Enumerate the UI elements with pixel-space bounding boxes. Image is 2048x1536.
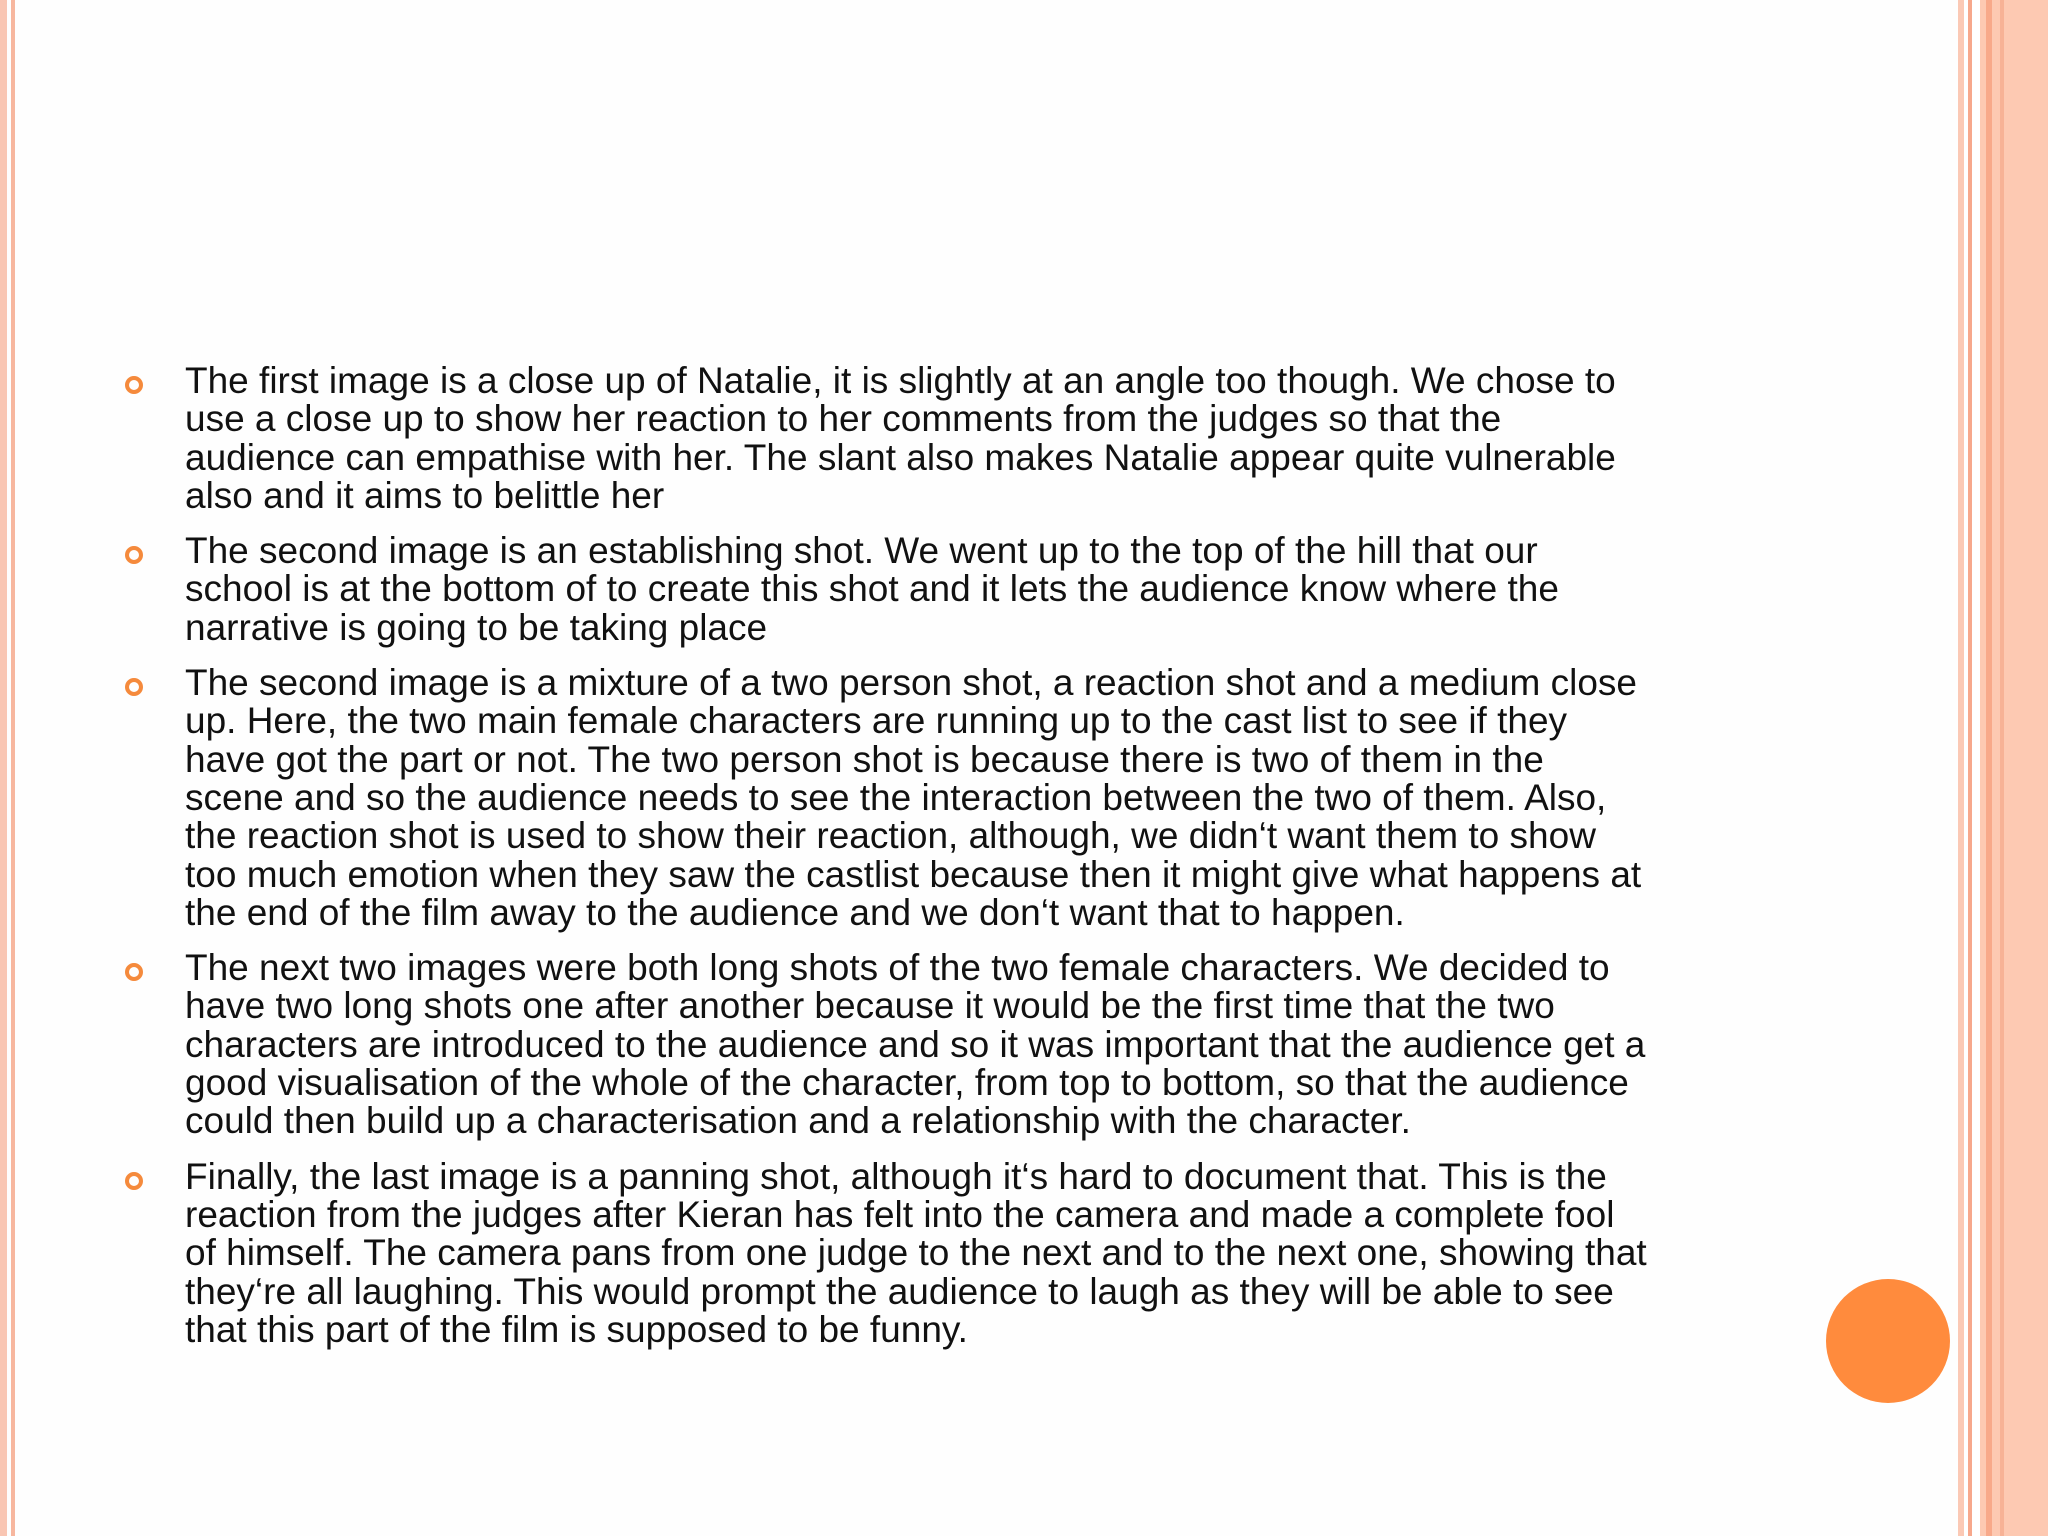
bullet-ring-icon [125, 546, 143, 564]
right-decorative-stripe-5 [2000, 0, 2004, 1536]
text-line: have got the part or not. The two person shot is because there is two of them in the [185, 738, 1544, 780]
right-decorative-stripe-2 [1968, 0, 1972, 1536]
text-line: up. Here, the two main female characters are running up to the cast list to see if they [185, 700, 1568, 742]
text-line: Finally, the last image is a panning shot, although it‘s hard to document that. This is the [185, 1155, 1607, 1197]
orange-circle-decoration [1826, 1279, 1950, 1403]
text-line: use a close up to show her reaction to her comments from the judges so that the [185, 398, 1502, 440]
bullet-text [185, 1155, 1760, 1350]
bullet-item [120, 532, 1760, 647]
text-line: The next two images were both long shots of the two female characters. We decided to [185, 947, 1610, 989]
text-line: the end of the film away to the audience and we don‘t want that to happen. [185, 891, 1405, 933]
text-line: scene and so the audience needs to see the interaction between the two of them. Also, [185, 776, 1607, 818]
text-line: The second image is a mixture of a two person shot, a reaction shot and a medium close [185, 662, 1637, 704]
text-line: of himself. The camera pans from one judge to the next and to the next one, showing that [185, 1232, 1647, 1274]
text-line: The first image is a close up of Natalie, it is slightly at an angle too though. We chose to [185, 360, 1616, 401]
text-line: also and it aims to belittle her [185, 474, 665, 516]
bullet-ring-icon [125, 376, 143, 394]
text-line: narrative is going to be taking place [185, 606, 768, 648]
text-line: characters are introduced to the audience and so it was important that the audience get a [185, 1023, 1646, 1065]
text-line: audience can empathise with her. The slant also makes Natalie appear quite vulnerable [185, 436, 1616, 478]
bullet-text [185, 532, 1760, 647]
bullet-item [120, 1155, 1760, 1350]
bullet-ring-icon [125, 1172, 143, 1190]
left-decorative-stripe [0, 0, 7, 1536]
right-decorative-stripe-1 [1958, 0, 1964, 1536]
bullet-text [185, 664, 1760, 932]
text-line: reaction from the judges after Kieran has felt into the camera and made a complete fool [185, 1193, 1615, 1235]
text-line: they‘re all laughing. This would prompt the audience to laugh as they will be able to see [185, 1270, 1614, 1312]
bullet-list [120, 362, 1760, 1349]
text-line: that this part of the film is supposed to be funny. [185, 1308, 968, 1350]
text-line: good visualisation of the whole of the character, from top to bottom, so that the audience [185, 1062, 1629, 1104]
text-line: too much emotion when they saw the castlist because then it might give what happens at [185, 853, 1642, 895]
bullet-text [185, 362, 1760, 515]
right-decorative-stripe-4 [1986, 0, 1992, 1536]
bullet-text [185, 949, 1760, 1140]
bullet-item [120, 362, 1760, 515]
text-line: school is at the bottom of to create this shot and it lets the audience know where the [185, 568, 1559, 610]
text-line: The second image is an establishing shot. We went up to the top of the hill that our [185, 530, 1538, 572]
bullet-item [120, 664, 1760, 932]
slide-body [120, 362, 1760, 1366]
text-line: have two long shots one after another because it would be the first time that the two [185, 985, 1555, 1027]
bullet-ring-icon [125, 678, 143, 696]
text-line: could then build up a characterisation and a relationship with the character. [185, 1100, 1411, 1142]
text-line: the reaction shot is used to show their reaction, although, we didn‘t want them to show [185, 815, 1596, 857]
bullet-ring-icon [125, 963, 143, 981]
bullet-item [120, 949, 1760, 1140]
left-decorative-stripe-thin [11, 0, 15, 1536]
